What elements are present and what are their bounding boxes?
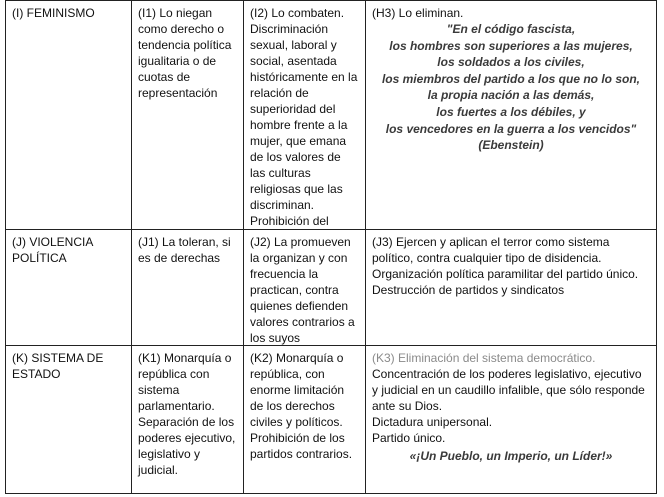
quote-line: los miembros del partido a los que no lo son, xyxy=(381,71,641,86)
row-violencia-col3 xyxy=(366,230,656,345)
cell-text: (I2) Lo combaten. Discriminación sexual, laboral y social, asentada históricamente en la relación de superioridad del hombre frente a la mujer, que emana de los valores de las culturas religiosas que las discriminan. Prohibición del xyxy=(250,6,358,228)
ebenstein-quote xyxy=(372,21,650,154)
row-feminismo-col3 xyxy=(366,1,656,229)
row-sistema-col3 xyxy=(366,346,656,493)
quote-line: los hombres son superiores a las mujeres, xyxy=(389,38,633,53)
quote-line: los vencedores en la guerra a los vencidos" xyxy=(385,121,637,136)
category-label: (I) FEMINISMO xyxy=(12,6,95,20)
row-violencia-col1 xyxy=(132,230,243,345)
cell-text: (K2) Monarquía o república, con enorme limitación de los derechos civiles y políticos. Prohibición de los partidos contrarios. xyxy=(250,351,353,461)
quote-attribution: (Ebenstein) xyxy=(478,138,544,153)
row-sistema-col1 xyxy=(132,346,243,493)
row-sistema-category xyxy=(6,346,131,493)
category-label: (J) VIOLENCIA POLÍTICA xyxy=(12,235,93,265)
cell-text: (K1) Monarquía o república con sistema parlamentario. Separación de los poderes ejecutivo, legislativo y judicial. xyxy=(138,351,236,477)
border-bottom xyxy=(5,493,657,494)
cell-line: Dictadura unipersonal. xyxy=(372,415,493,429)
border-right xyxy=(656,0,657,494)
row-violencia-category xyxy=(6,230,131,345)
cell-line: Organización política paramilitar del partido único. xyxy=(372,267,639,281)
cell-line: Destrucción de partidos y sindicatos xyxy=(372,283,565,297)
cell-line: (J3) Ejercen y aplican el terror como sistema político, contra cualquier tipo de disidencia. xyxy=(372,235,610,265)
category-label: (K) SISTEMA DE ESTADO xyxy=(12,351,104,381)
row-feminismo-col1 xyxy=(132,1,243,229)
row-violencia-col2 xyxy=(244,230,365,345)
cell-text: (J1) La toleran, si es de derechas xyxy=(138,235,231,265)
quote-line: los fuertes a los débiles, y xyxy=(436,104,586,119)
quote-line: los soldados a los civiles, xyxy=(437,55,585,70)
quote-line: la propia nación a las demás, xyxy=(427,88,595,103)
row-feminismo-col2 xyxy=(244,1,365,229)
quote-line: "En el código fascista, xyxy=(446,22,576,36)
cell-intro: (K3) Eliminación del sistema democrático. xyxy=(372,351,596,365)
row-sistema-col2 xyxy=(244,346,365,493)
cell-text: (J2) La promueven la organizan y con frecuencia la practican, contra quienes defienden valores contrarios a los suyos xyxy=(250,235,355,345)
cell-line: Concentración de los poderes legislativo, ejecutivo y judicial en un caudillo infalible, que sólo responde ante su Dios. xyxy=(372,367,645,413)
row-feminismo-category xyxy=(6,1,131,229)
slogan: «¡Un Pueblo, un Imperio, un Líder!» xyxy=(409,449,613,463)
cell-line: Partido único. xyxy=(372,431,446,445)
cell-text: (I1) Lo niegan como derecho o tendencia política igualitaria o de cuotas de representación xyxy=(138,6,232,100)
cell-intro: (H3) Lo eliminan. xyxy=(372,6,464,20)
